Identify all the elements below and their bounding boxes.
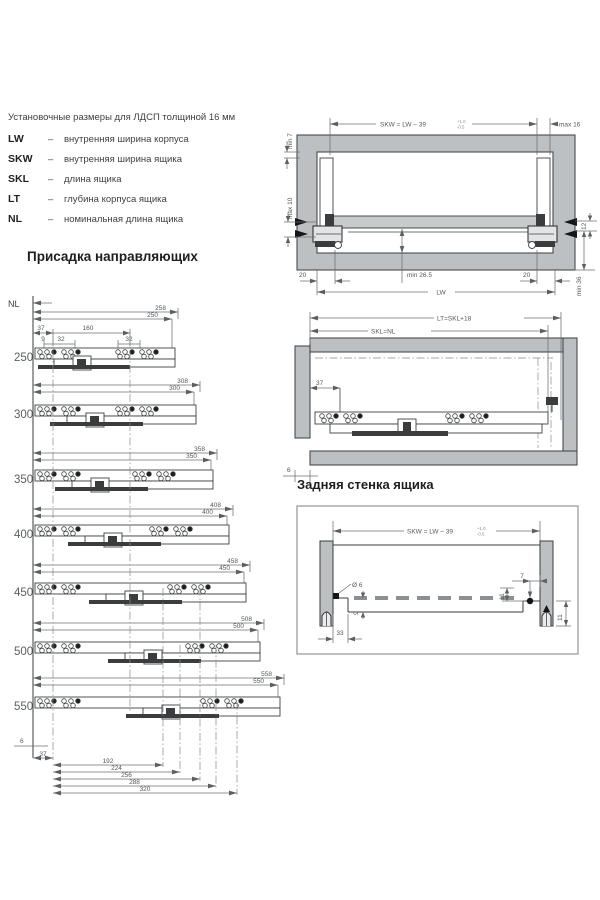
back-wall-heading: Задняя стенка ящика [297,477,434,492]
legend-desc: внутренняя ширина корпуса [64,134,189,145]
nl-axis-label: NL [8,299,20,309]
side-section-drawing [283,312,577,482]
dim-20-left-label: 20 [299,272,307,279]
dim-lt-label: LT=SKL+18 [437,315,472,323]
dim-outer-label: 558 [261,671,272,678]
legend-desc: длина ящика [64,174,122,185]
dim-max10-label: max 10 [287,197,294,219]
dim-skw-tol-plus: +1.0 [457,119,466,124]
legend-dash: – [48,174,54,185]
legend-key: NL [8,213,22,225]
dim-skw-back-label: SKW = LW – 39 [407,528,453,536]
rail-row-450 [14,558,250,605]
row-nl-value: 500 [14,646,34,658]
dim-33-label: 33 [336,630,344,637]
rail-row-300 [14,378,200,427]
dim-outer-label: 358 [194,446,205,453]
legend-desc: глубина корпуса ящика [64,194,167,205]
drilling-heading: Присадка направляющих [27,249,198,264]
bottom-dim-label: 224 [111,765,122,772]
dim-min265-label: min 26.5 [407,272,432,279]
back-section-drawing [297,506,578,654]
row-nl-value: 550 [14,701,34,713]
hook-left [322,612,331,626]
dim-nl-label: 250 [147,312,158,319]
dim-37-row1: 37 [37,325,45,332]
dim-outer-label: 508 [241,616,252,623]
row-nl-value: 300 [14,409,34,421]
legend-dash: – [48,214,54,225]
dim-9-label: 9 [353,611,360,615]
dim-nl-label: 300 [169,385,180,392]
legend-dash: – [48,154,54,165]
dim-7-label: 7 [520,573,524,580]
dim-nl-label: 350 [186,453,197,460]
row-nl-value: 350 [14,474,34,486]
row-nl-value: 400 [14,529,34,541]
dim-11-inner-label: 11 [499,593,506,600]
dim-min7-label: min 7 [287,133,294,149]
dim-37-label: 37 [316,380,324,387]
dim-skw-tol-minus: -0.5 [457,124,465,130]
dim-skl-label: SKL=NL [371,328,396,336]
legend-dash: – [48,194,54,205]
bottom-dim-label: 192 [102,758,114,765]
dim-max16-label: max 16 [559,121,581,129]
dim-skw-back-tol-minus: -0.5 [477,531,485,537]
dim-outer-label: 458 [227,558,238,565]
legend-desc: внутренняя ширина ящика [64,154,182,165]
dim-skw-back-tol-plus: +1.0 [477,526,486,531]
legend-key: LT [8,193,21,205]
dim-outer-label: 408 [210,502,221,509]
dim-6-label: 6 [287,467,291,474]
dim-20-right-label: 20 [523,272,531,279]
dim-32b-row1: 32 [125,336,133,343]
dia-6-label: Ø 6 [352,582,363,589]
page-title: Установочные размеры для ЛДСП толщиной 16 мм [8,112,236,123]
dim-nl-label: 550 [253,678,264,685]
dim-9-row1: 9 [41,336,45,343]
dim-nl-label: 400 [202,509,213,516]
legend-dash: – [48,134,54,145]
dim-160-row1: 160 [82,325,94,332]
dim-nl-label: 500 [233,623,244,630]
rail-row-550 [14,671,284,719]
legend-key: LW [8,133,24,145]
legend-desc: номинальная длина ящика [64,214,184,225]
row-nl-value: 450 [14,587,34,599]
dim-outer-label: 308 [177,378,188,385]
dim-outer-label: 258 [155,305,166,312]
legend-key: SKL [8,173,29,185]
rail-row-250 [14,305,178,370]
rail-row-400 [14,502,233,547]
bottom-dim-label: 288 [129,779,140,786]
dim-skw-label: SKW = LW – 39 [380,121,426,129]
front-section-drawing [284,118,597,297]
dim-32a-row1: 32 [57,336,65,343]
legend-key: SKW [8,153,33,165]
dim-nl-label: 450 [219,565,230,572]
dim-11-outer-label: 11 [557,614,564,621]
dim-min36-label: min 36 [576,276,583,296]
bottom-dim-label: 37 [39,751,47,758]
drilling-diagram [8,296,284,795]
rail-row-350 [14,446,217,492]
bottom-dim-label: 320 [139,786,151,793]
dim-6-bottom: 6 [20,738,24,745]
dim-lw-label: LW [436,289,446,297]
rail-row-500 [14,616,264,664]
row-nl-value: 250 [14,352,34,364]
bottom-dim-label: 256 [121,772,132,779]
dim-12-label: 12 [581,222,588,230]
